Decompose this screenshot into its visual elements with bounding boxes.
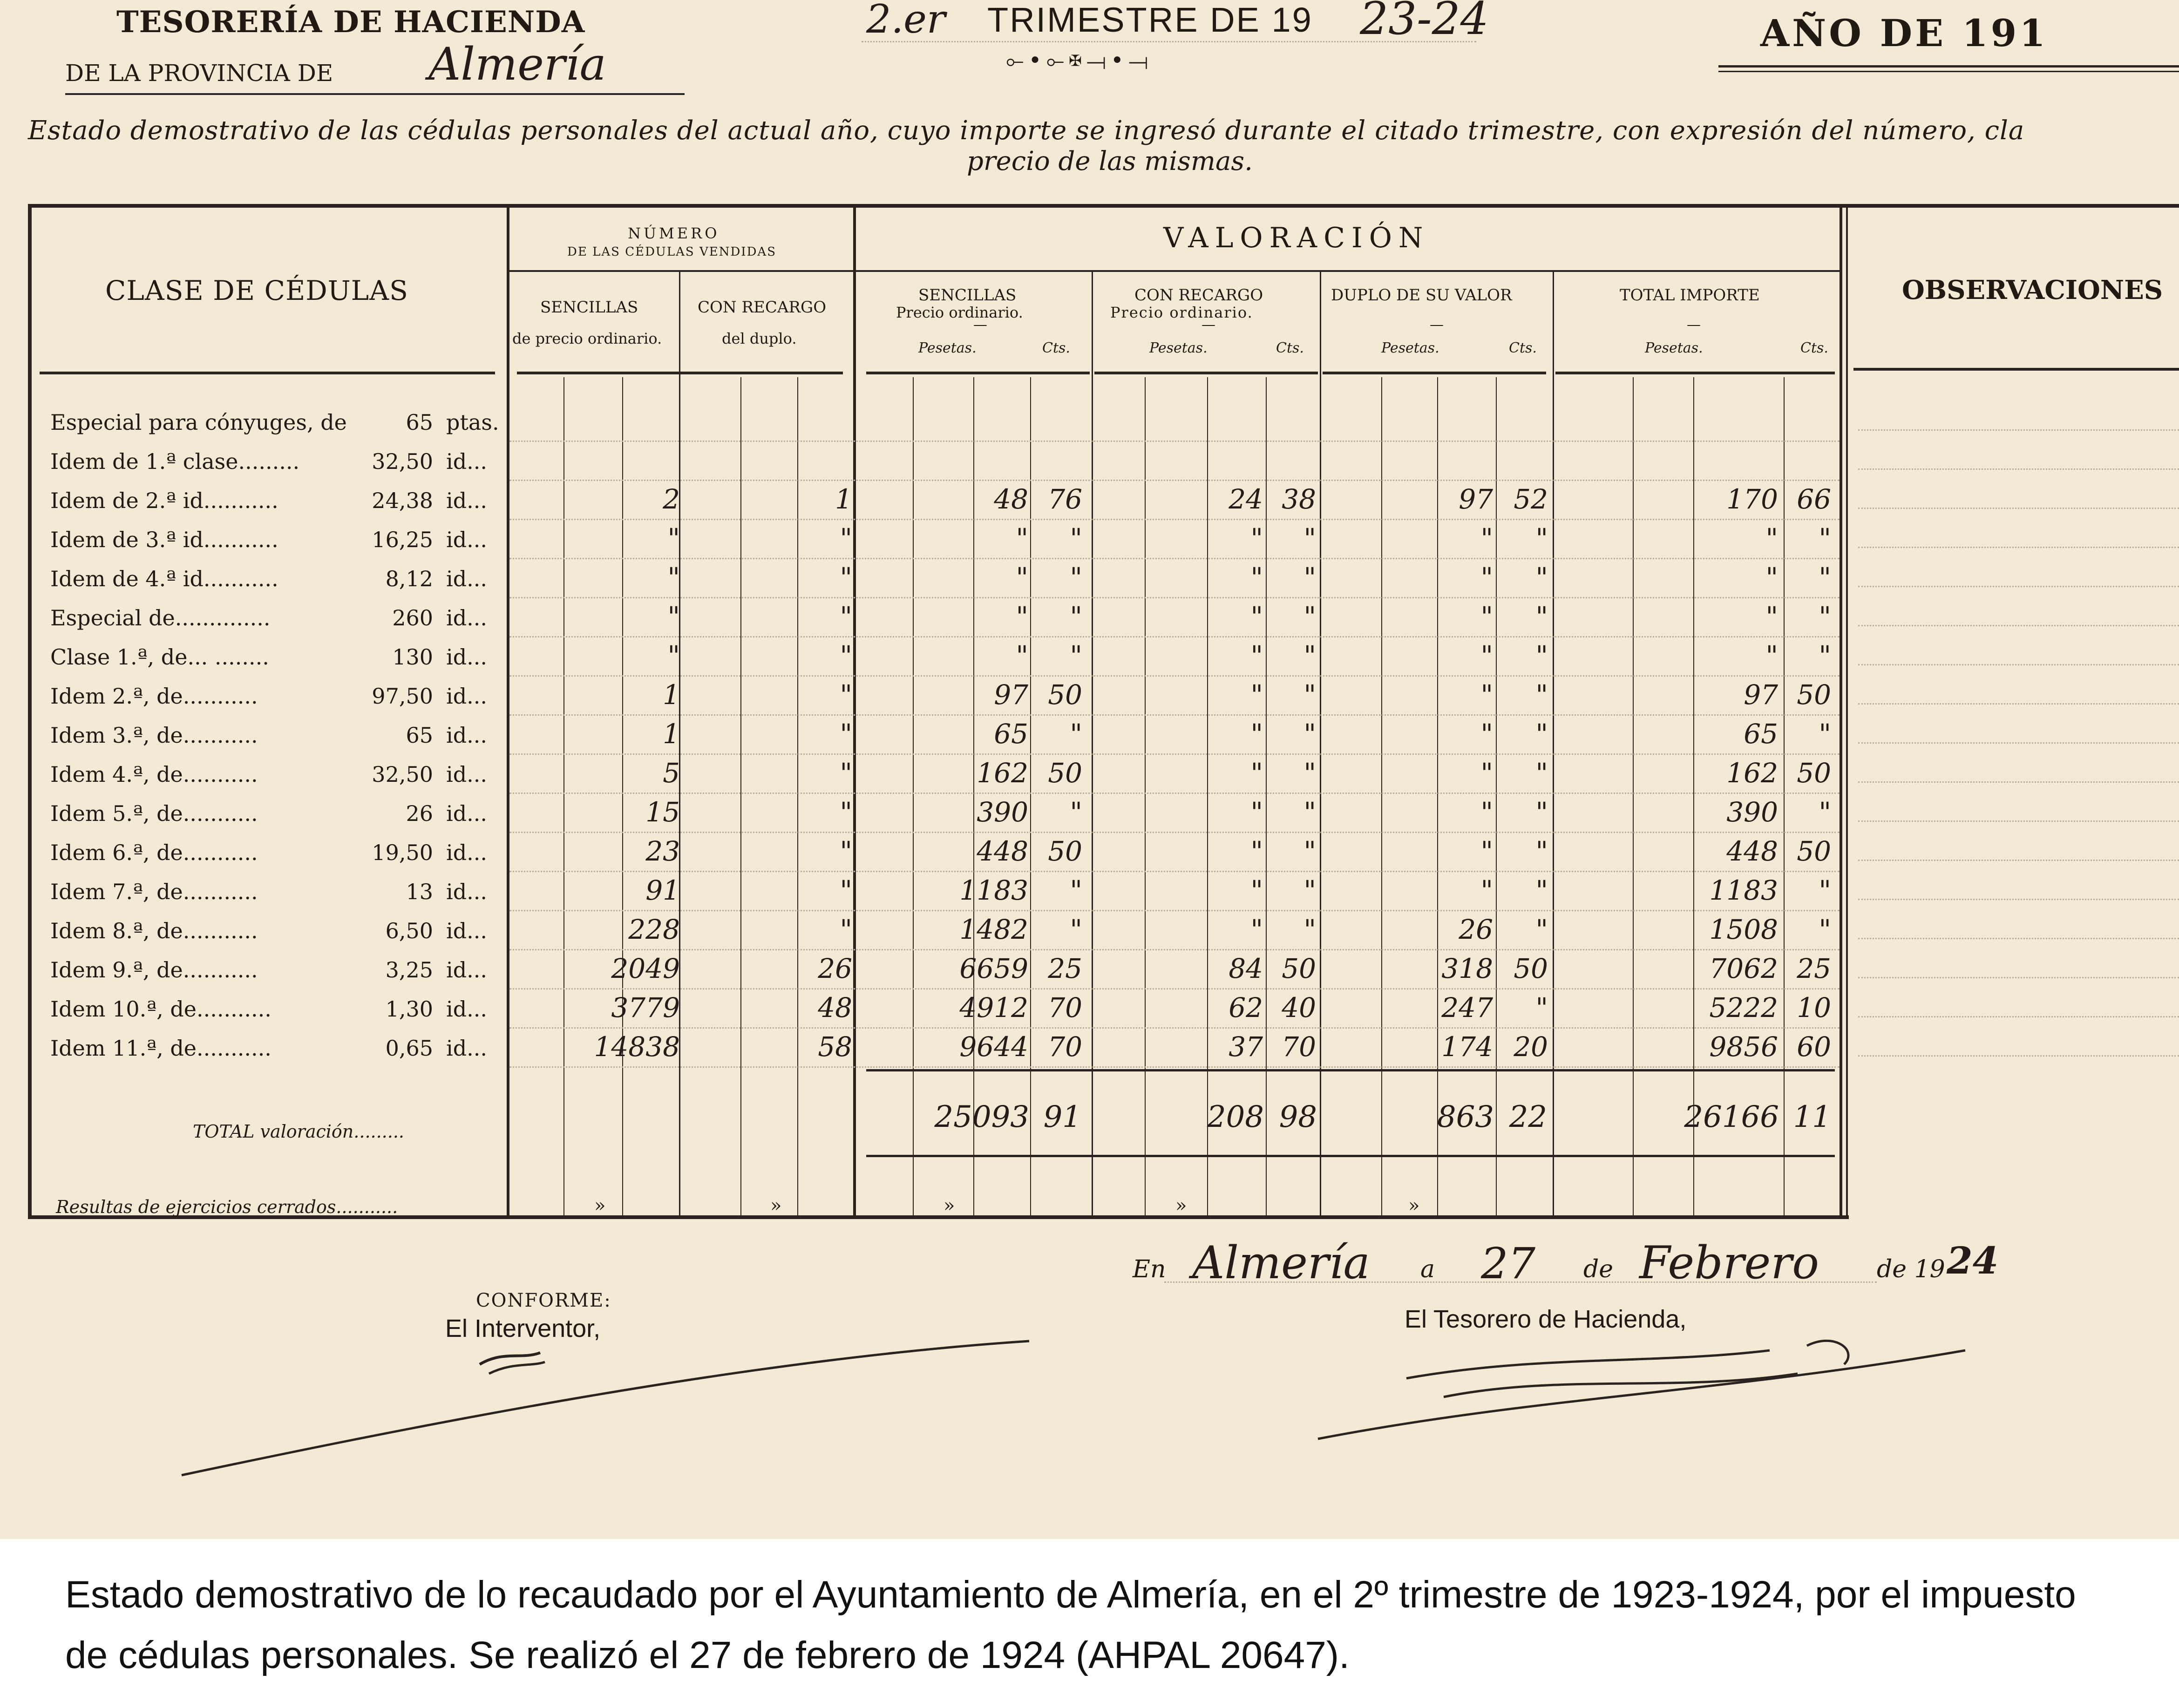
total-duplo-pesetas: 863	[1437, 1100, 1494, 1134]
count-recargo: "	[840, 522, 852, 554]
row-label: Idem 10.ª, de...........	[50, 996, 272, 1022]
pesetas-label: Pesetas.	[1381, 340, 1439, 356]
duplo-pesetas: 318	[1441, 953, 1493, 984]
val-sencillas-cts: 50	[1048, 835, 1082, 867]
duplo-pesetas: 26	[1459, 914, 1493, 945]
row-unit: id...	[446, 488, 488, 513]
count-recargo: "	[840, 874, 852, 906]
duplo-cts: "	[1535, 874, 1548, 906]
val-sencillas-pesetas: "	[1016, 601, 1028, 632]
val-recargo-pesetas: "	[1250, 835, 1263, 867]
resultas-mark: »	[594, 1195, 606, 1216]
val-recargo-cts: "	[1303, 757, 1316, 789]
trimestre-year: 23-24	[1360, 0, 1489, 45]
date-a: a	[1420, 1255, 1435, 1283]
total-importe-pesetas: 448	[1726, 835, 1778, 867]
val-recargo-cts: 40	[1282, 992, 1316, 1023]
total-importe-cts: "	[1819, 640, 1831, 671]
row-unit: id...	[446, 879, 488, 904]
row-label: Idem de 4.ª id...........	[50, 566, 278, 591]
count-sencillas: "	[667, 522, 680, 554]
val-sencillas-cts: "	[1070, 601, 1082, 632]
count-sencillas: 1	[663, 679, 680, 711]
total-importe-cts: "	[1819, 522, 1831, 554]
row-price: 0,65	[385, 1036, 433, 1061]
duplo-cts: "	[1535, 522, 1548, 554]
row-price: 19,50	[372, 840, 433, 865]
numero-header-sub: DE LAS CÉDULAS VENDIDAS	[567, 245, 777, 259]
year-box-title: AÑO DE 191	[1760, 11, 2048, 55]
duplo-cts: "	[1535, 992, 1548, 1023]
val-sencillas: SENCILLAS	[918, 286, 1017, 305]
duplo-cts: "	[1535, 718, 1548, 750]
val-recargo-cts: "	[1303, 874, 1316, 906]
date-place: Almería	[1192, 1237, 1370, 1289]
row-price: 26	[406, 801, 433, 826]
val-sencillas-pesetas: "	[1016, 640, 1028, 671]
val-recargo-cts: "	[1303, 796, 1316, 828]
numero-header: NÚMERO	[628, 224, 720, 242]
date-month: Febrero	[1639, 1237, 1819, 1289]
total-importe-cts: "	[1819, 796, 1831, 828]
val-sencillas-sub: Precio ordinario.	[896, 304, 1023, 321]
intro-line-2: precio de las mismas.	[967, 146, 1253, 176]
count-recargo: "	[840, 679, 852, 711]
val-sencillas-cts: "	[1070, 522, 1082, 554]
total-val-sencillas-cts: 91	[1043, 1100, 1081, 1134]
val-recargo-cts: "	[1303, 679, 1316, 711]
row-price: 1,30	[385, 996, 433, 1022]
total-importe-cts: 11	[1793, 1100, 1831, 1134]
total-importe-cts: "	[1819, 874, 1831, 906]
val-recargo-pesetas: 24	[1229, 483, 1263, 515]
val-sencillas-pesetas: 1482	[959, 914, 1028, 945]
val-recargo-pesetas: "	[1250, 522, 1263, 554]
val-sencillas-pesetas: 448	[977, 835, 1028, 867]
total-importe-cts: 50	[1797, 679, 1831, 711]
val-recargo-cts: "	[1303, 718, 1316, 750]
row-unit: id...	[446, 684, 488, 709]
val-recargo-cts: "	[1303, 835, 1316, 867]
date-de: de	[1583, 1255, 1614, 1283]
row-unit: id...	[446, 957, 488, 983]
row-label: Clase 1.ª, de... ........	[50, 644, 269, 670]
treasury-title: TESORERÍA DE HACIENDA	[116, 5, 585, 40]
val-recargo-cts: "	[1303, 562, 1316, 593]
row-price: 16,25	[372, 527, 433, 552]
numero-sencillas-sub: de precio ordinario.	[512, 330, 662, 347]
total-importe-pesetas: 97	[1744, 679, 1778, 711]
count-sencillas: "	[667, 640, 680, 671]
province-handwritten: Almería	[428, 38, 606, 90]
total-importe-pesetas: 5222	[1709, 992, 1778, 1023]
val-sencillas-pesetas: 9644	[959, 1031, 1028, 1063]
val-recargo-pesetas: 62	[1229, 992, 1263, 1023]
total-importe-cts: 66	[1797, 483, 1831, 515]
total-importe-pesetas: 390	[1726, 796, 1778, 828]
row-label: Idem de 2.ª id...........	[50, 488, 278, 513]
row-unit: id...	[446, 918, 488, 943]
total-importe-cts: "	[1819, 562, 1831, 593]
duplo-cts: 50	[1514, 953, 1548, 984]
count-sencillas: 3779	[611, 992, 680, 1023]
observaciones-header: OBSERVACIONES	[1902, 275, 2163, 305]
row-unit: id...	[446, 840, 488, 865]
val-recargo-pesetas: "	[1250, 562, 1263, 593]
val-sencillas-cts: 70	[1048, 992, 1082, 1023]
total-importe-pesetas: "	[1765, 640, 1778, 671]
row-unit: id...	[446, 996, 488, 1022]
duplo-cts: "	[1535, 601, 1548, 632]
row-price: 260	[392, 605, 433, 630]
total-importe-pesetas: "	[1765, 601, 1778, 632]
count-sencillas: 15	[645, 796, 680, 828]
row-unit: id...	[446, 449, 488, 474]
count-recargo: "	[840, 796, 852, 828]
duplo-pesetas: "	[1480, 640, 1493, 671]
count-recargo: "	[840, 718, 852, 750]
val-sencillas-pesetas: 4912	[959, 992, 1028, 1023]
val-recargo-pesetas: 84	[1229, 953, 1263, 984]
duplo-pesetas: "	[1480, 562, 1493, 593]
val-total: TOTAL IMPORTE	[1620, 286, 1760, 305]
val-recargo-cts: "	[1303, 601, 1316, 632]
count-sencillas: 23	[645, 835, 680, 867]
total-importe-cts: 50	[1797, 835, 1831, 867]
cts-label: Cts.	[1509, 340, 1537, 356]
figure-caption: Estado demostrativo de lo recaudado por el Ayuntamiento de Almería, en el 2º trimestre de 1923-1924, por el impuesto de cédulas personales. Se realizó el 27 de febrero de 1924 (AHPAL 20647).	[65, 1573, 2076, 1676]
tesorero-label: El Tesorero de Hacienda,	[1405, 1305, 1687, 1333]
row-label: Idem 6.ª, de...........	[50, 840, 258, 865]
val-recargo-pesetas: "	[1250, 914, 1263, 945]
val-recargo-pesetas: "	[1250, 796, 1263, 828]
total-importe-cts: 60	[1797, 1031, 1831, 1063]
row-price: 8,12	[385, 566, 433, 591]
val-duplo: DUPLO DE SU VALOR	[1331, 286, 1512, 305]
row-label: Idem 3.ª, de...........	[50, 723, 258, 748]
total-importe-cts: "	[1819, 718, 1831, 750]
duplo-pesetas: "	[1480, 679, 1493, 711]
cts-label: Cts.	[1042, 340, 1070, 356]
val-sencillas-pesetas: 97	[994, 679, 1028, 711]
val-recargo: CON RECARGO	[1134, 286, 1263, 305]
duplo-pesetas: 174	[1441, 1031, 1493, 1063]
count-recargo: "	[840, 640, 852, 671]
duplo-cts: "	[1535, 796, 1548, 828]
total-importe-cts: 25	[1797, 953, 1831, 984]
numero-recargo-sub: del duplo.	[722, 330, 797, 347]
count-recargo: "	[840, 914, 852, 945]
count-sencillas: 228	[628, 914, 680, 945]
trimestre-ordinal: 2.er	[866, 0, 946, 42]
count-recargo: 48	[818, 992, 852, 1023]
total-importe-pesetas: 162	[1726, 757, 1778, 789]
total-val-recargo-pesetas: 208	[1207, 1100, 1264, 1134]
row-unit: id...	[446, 605, 488, 630]
val-recargo-cts: "	[1303, 914, 1316, 945]
total-importe-cts: "	[1819, 601, 1831, 632]
numero-recargo: CON RECARGO	[698, 298, 827, 317]
total-importe-pesetas: 1183	[1709, 874, 1778, 906]
row-price: 32,50	[372, 449, 433, 474]
resultas-label: Resultas de ejercicios cerrados...........	[56, 1197, 398, 1217]
duplo-pesetas: "	[1480, 757, 1493, 789]
row-label: Idem 5.ª, de...........	[50, 801, 258, 826]
duplo-pesetas: "	[1480, 601, 1493, 632]
duplo-cts: "	[1535, 914, 1548, 945]
val-sencillas-cts: "	[1070, 796, 1082, 828]
val-sencillas-pesetas: 65	[994, 718, 1028, 750]
row-price: 130	[392, 644, 433, 670]
row-label: Idem 9.ª, de...........	[50, 957, 258, 983]
valoracion-header: VALORACIÓN	[1163, 222, 1430, 254]
dash: —	[1687, 317, 1701, 333]
val-recargo-pesetas: "	[1250, 601, 1263, 632]
pesetas-label: Pesetas.	[1149, 340, 1208, 356]
duplo-pesetas: "	[1480, 796, 1493, 828]
val-sencillas-pesetas: 390	[977, 796, 1028, 828]
row-price: 65	[406, 410, 433, 435]
total-importe-pesetas: "	[1765, 562, 1778, 593]
row-label: Idem 4.ª, de...........	[50, 762, 258, 787]
conforme-label: CONFORME:	[476, 1290, 611, 1311]
total-importe-cts: 10	[1797, 992, 1831, 1023]
duplo-cts: 52	[1514, 483, 1548, 515]
row-unit: id...	[446, 723, 488, 748]
dash: —	[973, 317, 987, 333]
duplo-pesetas: "	[1480, 835, 1493, 867]
resultas-mark: »	[1408, 1195, 1420, 1216]
duplo-cts: 20	[1514, 1031, 1548, 1063]
val-sencillas-pesetas: 1183	[959, 874, 1028, 906]
val-sencillas-cts: 76	[1048, 483, 1082, 515]
val-recargo-pesetas: "	[1250, 874, 1263, 906]
count-sencillas: 91	[645, 874, 680, 906]
count-recargo: 26	[818, 953, 852, 984]
row-price: 6,50	[385, 918, 433, 943]
numero-sencillas: SENCILLAS	[540, 298, 638, 317]
val-sencillas-pesetas: "	[1016, 562, 1028, 593]
val-sencillas-pesetas: "	[1016, 522, 1028, 554]
val-recargo-cts: 70	[1282, 1031, 1316, 1063]
row-label: Especial para cónyuges, de	[50, 410, 347, 435]
total-importe-pesetas: 26166	[1684, 1100, 1779, 1134]
row-price: 97,50	[372, 684, 433, 709]
duplo-pesetas: "	[1480, 718, 1493, 750]
total-importe-pesetas: 170	[1726, 483, 1778, 515]
val-sencillas-pesetas: 162	[977, 757, 1028, 789]
val-sencillas-cts: "	[1070, 562, 1082, 593]
val-sencillas-cts: 50	[1048, 679, 1082, 711]
duplo-cts: "	[1535, 640, 1548, 671]
total-importe-pesetas: 1508	[1709, 914, 1778, 945]
cts-label: Cts.	[1800, 340, 1828, 356]
total-importe-cts: "	[1819, 914, 1831, 945]
dash: —	[1430, 317, 1444, 333]
val-sencillas-cts: 25	[1048, 953, 1082, 984]
val-recargo-cts: 38	[1282, 483, 1316, 515]
date-year-prefix: de 19	[1877, 1255, 1945, 1283]
row-unit: id...	[446, 762, 488, 787]
clase-header: CLASE DE CÉDULAS	[105, 275, 408, 306]
row-label: Especial de..............	[50, 605, 271, 630]
val-recargo-sub: Precio ordinario.	[1110, 304, 1253, 321]
val-recargo-pesetas: "	[1250, 640, 1263, 671]
resultas-mark: »	[770, 1195, 782, 1216]
row-label: Idem 2.ª, de...........	[50, 684, 258, 709]
count-sencillas: "	[667, 601, 680, 632]
count-sencillas: 5	[663, 757, 680, 789]
row-price: 32,50	[372, 762, 433, 787]
total-label: TOTAL valoración.........	[193, 1121, 404, 1142]
ornament: ⟜•⟜✠⟞•⟞	[1006, 47, 1153, 74]
row-label: Idem 11.ª, de...........	[50, 1036, 272, 1061]
count-recargo: "	[840, 757, 852, 789]
intro-line-1: Estado demostrativo de las cédulas personales del actual año, cuyo importe se ingresó durante el citado trimestre, con expresión del número, cla	[28, 115, 2025, 146]
row-label: Idem 7.ª, de...........	[50, 879, 258, 904]
val-recargo-pesetas: "	[1250, 679, 1263, 711]
total-val-sencillas-pesetas: 25093	[934, 1100, 1029, 1134]
total-importe-pesetas: "	[1765, 522, 1778, 554]
count-recargo: 58	[818, 1031, 852, 1063]
total-duplo-cts: 22	[1509, 1100, 1547, 1134]
date-en: En	[1133, 1255, 1166, 1283]
val-sencillas-cts: "	[1070, 914, 1082, 945]
dash: —	[1202, 317, 1215, 333]
val-sencillas-pesetas: 48	[994, 483, 1028, 515]
resultas-mark: »	[1175, 1195, 1187, 1216]
total-val-recargo-cts: 98	[1279, 1100, 1317, 1134]
row-price: 13	[406, 879, 433, 904]
row-price: 3,25	[385, 957, 433, 983]
val-recargo-pesetas: "	[1250, 757, 1263, 789]
val-recargo-pesetas: "	[1250, 718, 1263, 750]
row-unit: ptas.	[446, 410, 499, 435]
val-recargo-cts: "	[1303, 522, 1316, 554]
count-sencillas: "	[667, 562, 680, 593]
duplo-cts: "	[1535, 562, 1548, 593]
row-unit: id...	[446, 527, 488, 552]
row-unit: id...	[446, 644, 488, 670]
duplo-cts: "	[1535, 835, 1548, 867]
duplo-cts: "	[1535, 757, 1548, 789]
val-recargo-pesetas: 37	[1229, 1031, 1263, 1063]
count-recargo: 1	[835, 483, 852, 515]
val-sencillas-pesetas: 6659	[959, 953, 1028, 984]
trimestre-label: TRIMESTRE DE 19	[987, 0, 1313, 39]
date-year-tail: 24	[1947, 1239, 1999, 1282]
total-importe-cts: 50	[1797, 757, 1831, 789]
duplo-cts: "	[1535, 679, 1548, 711]
val-sencillas-cts: 70	[1048, 1031, 1082, 1063]
row-price: 24,38	[372, 488, 433, 513]
row-label: Idem de 1.ª clase.........	[50, 449, 300, 474]
pesetas-label: Pesetas.	[918, 340, 977, 356]
total-importe-pesetas: 7062	[1709, 953, 1778, 984]
row-unit: id...	[446, 566, 488, 591]
count-recargo: "	[840, 562, 852, 593]
count-sencillas: 14838	[594, 1031, 680, 1063]
province-prefix: DE LA PROVINCIA DE	[65, 60, 333, 87]
val-sencillas-cts: "	[1070, 718, 1082, 750]
duplo-pesetas: "	[1480, 874, 1493, 906]
total-importe-pesetas: 9856	[1709, 1031, 1778, 1063]
duplo-pesetas: "	[1480, 522, 1493, 554]
duplo-pesetas: 247	[1441, 992, 1493, 1023]
pesetas-label: Pesetas.	[1645, 340, 1703, 356]
count-sencillas: 2049	[611, 953, 680, 984]
resultas-mark: »	[944, 1195, 955, 1216]
count-sencillas: 2	[663, 483, 680, 515]
interventor-label: El Interventor,	[445, 1315, 601, 1342]
row-label: Idem 8.ª, de...........	[50, 918, 258, 943]
row-unit: id...	[446, 801, 488, 826]
row-label: Idem de 3.ª id...........	[50, 527, 278, 552]
val-sencillas-cts: "	[1070, 640, 1082, 671]
row-price: 65	[406, 723, 433, 748]
cts-label: Cts.	[1276, 340, 1304, 356]
date-day: 27	[1481, 1239, 1536, 1288]
row-unit: id...	[446, 1036, 488, 1061]
val-sencillas-cts: "	[1070, 874, 1082, 906]
count-sencillas: 1	[663, 718, 680, 750]
count-recargo: "	[840, 601, 852, 632]
count-recargo: "	[840, 835, 852, 867]
val-recargo-cts: "	[1303, 640, 1316, 671]
total-importe-pesetas: 65	[1744, 718, 1778, 750]
val-recargo-cts: 50	[1282, 953, 1316, 984]
duplo-pesetas: 97	[1459, 483, 1493, 515]
val-sencillas-cts: 50	[1048, 757, 1082, 789]
